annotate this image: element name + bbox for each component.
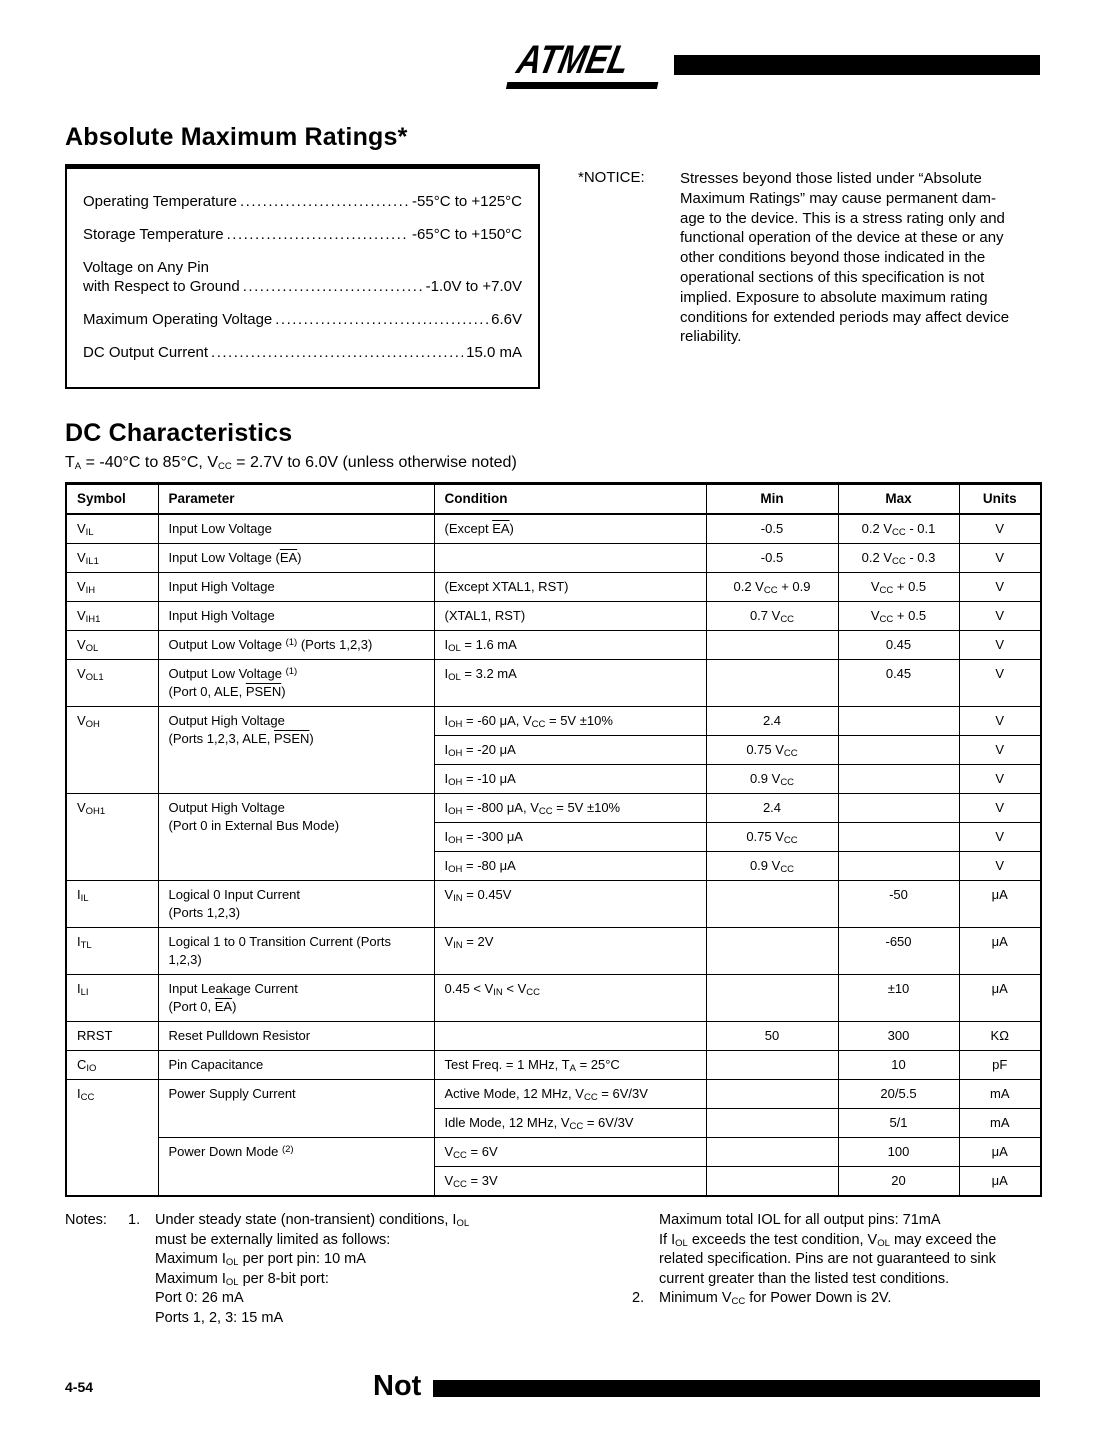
dc-col-header-units: Units: [959, 484, 1041, 515]
amr-row-value: -1.0V to +7.0V: [425, 278, 522, 295]
dc-cell-parameter: Output High Voltage (Ports 1,2,3, ALE, PSEN): [158, 707, 434, 794]
amr-row: [83, 192, 522, 211]
dc-cell-max: [838, 765, 959, 794]
dc-cell-units: V: [959, 823, 1041, 852]
dc-cell-parameter: Input High Voltage: [158, 573, 434, 602]
leader-dots: [227, 225, 409, 244]
dc-cell-units: V: [959, 707, 1041, 736]
note2-row: [632, 1289, 1040, 1309]
note2-number: 2.: [632, 1290, 645, 1306]
amr-grid: [65, 164, 1040, 389]
dc-cell-min: 50: [706, 1022, 838, 1051]
dc-cell-max: $V_{CC} + 0.5$: [838, 573, 959, 602]
amr-row-label: with Respect to Ground: [83, 278, 240, 295]
dc-cell-units: μA: [959, 1167, 1041, 1197]
dc-title: DC Characteristics: [65, 419, 293, 447]
dc-cell-condition: $I_{OL} = 3.2$ mA: [434, 660, 706, 707]
dc-cell-condition: $V_{IN} = 2V$: [434, 928, 706, 975]
amr-ratings-box: [65, 164, 540, 389]
dc-cell-units: V: [959, 602, 1041, 631]
dc-cell-condition: $V_{IN} = 0.45V$: [434, 881, 706, 928]
dc-cell-units: μA: [959, 928, 1041, 975]
dc-table-row: [66, 573, 1041, 602]
dc-subtitle: $T_A = -40^\circ C$ to 85°C, $V_{CC} = 2.7V$ to 6.0V (unless otherwise noted): [65, 454, 517, 472]
dc-cell-condition: $I_{OH} = -300$ μA: [434, 823, 706, 852]
dc-cell-parameter: Power Supply Current: [158, 1080, 434, 1138]
dc-cell-parameter: Reset Pulldown Resistor: [158, 1022, 434, 1051]
dc-cell-max: [838, 794, 959, 823]
dc-cell-min: 0.7 $V_{CC}$: [706, 602, 838, 631]
footer-text: Not: [373, 1370, 422, 1402]
dc-cell-symbol: $V_{OL}$: [66, 631, 158, 660]
dc-col-header-condition: Condition: [434, 484, 706, 515]
dc-cell-condition: $I_{OH} = -800$ μA, $V_{CC} = 5V \pm 10\%$: [434, 794, 706, 823]
dc-cell-units: V: [959, 660, 1041, 707]
amr-row-label-line1: Voltage on Any Pin: [83, 259, 209, 276]
notice-text: Stresses beyond those listed under “Absolute Maximum Ratings” may cause permanent dam- age to the device. This is a stress rating only and functional operation of the device at these or any other conditions beyond those indicated in the operational sections of this specification is not implied. Exposure to absolute maximum rating conditions for extended periods may affect device reliability.: [680, 170, 1010, 346]
dc-cell-max: [838, 852, 959, 881]
leader-dots: [275, 310, 488, 329]
dc-col-header-symbol: Symbol: [66, 484, 158, 515]
dc-cell-symbol: $V_{IH1}$: [66, 602, 158, 631]
dc-cell-min: [706, 660, 838, 707]
dc-cell-symbol: $V_{OH}$: [66, 707, 158, 794]
dc-cell-parameter: Input Leakage Current (Port 0, $\overline{EA}$): [158, 975, 434, 1022]
amr-row-label: DC Output Current: [83, 344, 209, 361]
amr-row: [83, 258, 522, 296]
dc-cell-condition: $I_{OH} = -80$ μA: [434, 852, 706, 881]
dc-cell-min: 0.9 $V_{CC}$: [706, 765, 838, 794]
dc-characteristics-table: [65, 482, 1042, 1197]
dc-cell-symbol: $V_{IL}$: [66, 514, 158, 544]
dc-cell-min: -0.5: [706, 514, 838, 544]
notes-left-column: [65, 1211, 632, 1328]
notes-right-column: [632, 1211, 1040, 1328]
dc-cell-symbol: RRST: [66, 1022, 158, 1051]
dc-table-row: [66, 707, 1041, 736]
dc-cell-parameter: Input High Voltage: [158, 602, 434, 631]
dc-table-row: [66, 1022, 1041, 1051]
dc-cell-max: [838, 736, 959, 765]
dc-cell-condition: [434, 1022, 706, 1051]
dc-cell-symbol: $C_{IO}$: [66, 1051, 158, 1080]
dc-cell-min: [706, 1138, 838, 1167]
dc-cell-symbol: $V_{OL1}$: [66, 660, 158, 707]
amr-row: [83, 225, 522, 244]
dc-cell-min: [706, 975, 838, 1022]
dc-cell-condition: $I_{OL} = 1.6$ mA: [434, 631, 706, 660]
note1-number: 1.: [128, 1212, 141, 1228]
dc-cell-condition: (XTAL1, RST): [434, 602, 706, 631]
dc-cell-condition: Active Mode, 12 MHz, $V_{CC} = 6V/3V$: [434, 1080, 706, 1109]
dc-cell-condition: $V_{CC} = 6V$: [434, 1138, 706, 1167]
dc-cell-units: V: [959, 573, 1041, 602]
note1-text-left: Under steady state (non-transient) conditions, $I_{OL}$ must be externally limited as follows: Maximum $I_{OL}$ per port pin: 10 mA Maximum $I_{OL}$ per 8-bit port: Port 0: 26 mA Ports 1, 2, 3: 15 mA: [155, 1212, 470, 1326]
dc-cell-units: pF: [959, 1051, 1041, 1080]
dc-cell-max: 0.45: [838, 631, 959, 660]
dc-cell-max: 20/5.5: [838, 1080, 959, 1109]
dc-cell-condition: (Except XTAL1, RST): [434, 573, 706, 602]
header-rule: [674, 55, 1040, 75]
dc-table-row: [66, 514, 1041, 544]
dc-cell-parameter: Input Low Voltage $(\overline{EA})$: [158, 544, 434, 573]
dc-cell-condition: Test Freq. = 1 MHz, $T_A = 25^\circ C$: [434, 1051, 706, 1080]
amr-row-label: Maximum Operating Voltage: [83, 311, 273, 328]
amr-row-value: -65°C to +150°C: [412, 226, 522, 243]
dc-cell-min: 0.75 $V_{CC}$: [706, 736, 838, 765]
dc-cell-symbol: $I_{IL}$: [66, 881, 158, 928]
dc-cell-units: mA: [959, 1109, 1041, 1138]
dc-cell-max: 0.2 $V_{CC} - 0.1$: [838, 514, 959, 544]
leader-dots: [240, 192, 409, 211]
dc-cell-parameter: Logical 1 to 0 Transition Current (Ports 1,2,3): [158, 928, 434, 975]
dc-col-header-min: Min: [706, 484, 838, 515]
amr-row-value: 15.0 mA: [466, 344, 522, 361]
dc-cell-units: KΩ: [959, 1022, 1041, 1051]
dc-cell-condition: $I_{OH} = -10$ μA: [434, 765, 706, 794]
dc-col-header-parameter: Parameter: [158, 484, 434, 515]
dc-cell-units: V: [959, 631, 1041, 660]
note2-text: Minimum $V_{CC}$ for Power Down is 2V.: [659, 1290, 892, 1307]
notes-section: [65, 1211, 1040, 1328]
dc-cell-max: $V_{CC} + 0.5$: [838, 602, 959, 631]
dc-cell-units: V: [959, 514, 1041, 544]
dc-cell-units: V: [959, 765, 1041, 794]
dc-cell-units: V: [959, 852, 1041, 881]
dc-cell-min: 0.9 $V_{CC}$: [706, 852, 838, 881]
dc-cell-symbol: $I_{CC}$: [66, 1080, 158, 1197]
dc-cell-symbol: $I_{LI}$: [66, 975, 158, 1022]
dc-table-row: [66, 928, 1041, 975]
dc-header-row: [66, 484, 1041, 515]
dc-cell-symbol: $V_{OH1}$: [66, 794, 158, 881]
dc-cell-max: ±10: [838, 975, 959, 1022]
dc-cell-min: 0.2 $V_{CC} + 0.9$: [706, 573, 838, 602]
leader-dots: [243, 277, 423, 296]
amr-row: [83, 310, 522, 329]
dc-cell-min: [706, 928, 838, 975]
dc-cell-max: 5/1: [838, 1109, 959, 1138]
dc-table-row: [66, 660, 1041, 707]
dc-table-row: [66, 602, 1041, 631]
dc-table-row: [66, 881, 1041, 928]
dc-cell-parameter: Power Down Mode $^{(2)}$: [158, 1138, 434, 1197]
dc-cell-units: μA: [959, 975, 1041, 1022]
atmel-logo: [506, 38, 667, 89]
dc-cell-max: -50: [838, 881, 959, 928]
dc-table-row: [66, 1080, 1041, 1109]
dc-table-row: [66, 1138, 1041, 1167]
dc-cell-units: mA: [959, 1080, 1041, 1109]
dc-cell-units: μA: [959, 881, 1041, 928]
dc-cell-min: [706, 631, 838, 660]
dc-cell-max: 20: [838, 1167, 959, 1197]
dc-cell-condition: $V_{CC} = 3V$: [434, 1167, 706, 1197]
dc-cell-min: 0.75 $V_{CC}$: [706, 823, 838, 852]
dc-cell-condition: [434, 544, 706, 573]
dc-cell-min: 2.4: [706, 794, 838, 823]
dc-cell-symbol: $V_{IH}$: [66, 573, 158, 602]
dc-characteristics-section: [65, 419, 1040, 1197]
dc-cell-max: 10: [838, 1051, 959, 1080]
dc-cell-max: [838, 707, 959, 736]
dc-col-header-max: Max: [838, 484, 959, 515]
amr-row-value: -55°C to +125°C: [412, 193, 522, 210]
notice-block: [578, 164, 1054, 347]
dc-cell-parameter: Logical 0 Input Current (Ports 1,2,3): [158, 881, 434, 928]
amr-row-label: Storage Temperature: [83, 226, 224, 243]
dc-table-row: [66, 631, 1041, 660]
dc-cell-symbol: $V_{IL1}$: [66, 544, 158, 573]
dc-cell-min: [706, 881, 838, 928]
dc-cell-condition: (Except $\overline{EA}$): [434, 514, 706, 544]
dc-table-row: [66, 794, 1041, 823]
dc-cell-parameter: Pin Capacitance: [158, 1051, 434, 1080]
dc-cell-units: V: [959, 544, 1041, 573]
dc-cell-min: [706, 1051, 838, 1080]
amr-row-value: 6.6V: [491, 311, 522, 328]
dc-cell-min: [706, 1109, 838, 1138]
amr-row-label: Operating Temperature: [83, 193, 237, 210]
dc-cell-parameter: Input Low Voltage: [158, 514, 434, 544]
leader-dots: [211, 343, 463, 362]
dc-cell-condition: $I_{OH} = -20$ μA: [434, 736, 706, 765]
dc-cell-max: [838, 823, 959, 852]
dc-cell-units: V: [959, 736, 1041, 765]
amr-title: Absolute Maximum Ratings*: [65, 123, 408, 151]
dc-cell-symbol: $I_{TL}$: [66, 928, 158, 975]
dc-cell-max: 100: [838, 1138, 959, 1167]
dc-cell-units: μA: [959, 1138, 1041, 1167]
dc-cell-min: -0.5: [706, 544, 838, 573]
masthead: [65, 0, 1040, 96]
page-footer: [65, 1370, 1040, 1403]
footer-rule: [433, 1380, 1040, 1397]
dc-cell-parameter: Output Low Voltage $^{(1)}$ (Port 0, ALE, PSEN): [158, 660, 434, 707]
dc-table-row: [66, 1051, 1041, 1080]
dc-cell-parameter: Output Low Voltage $^{(1)}$ (Ports 1,2,3): [158, 631, 434, 660]
dc-cell-min: 2.4: [706, 707, 838, 736]
page-number: 4-54: [65, 1378, 94, 1395]
dc-cell-max: 300: [838, 1022, 959, 1051]
dc-cell-min: [706, 1167, 838, 1197]
dc-cell-max: -650: [838, 928, 959, 975]
dc-cell-max: 0.2 $V_{CC} - 0.3$: [838, 544, 959, 573]
dc-cell-min: [706, 1080, 838, 1109]
dc-cell-parameter: Output High Voltage (Port 0 in External Bus Mode): [158, 794, 434, 881]
dc-cell-condition: $I_{OH} = -60$ μA, $V_{CC} = 5V \pm 10\%$: [434, 707, 706, 736]
notes-label: Notes:: [65, 1212, 107, 1228]
atmel-logo-text: ATMEL: [513, 38, 634, 82]
dc-table-row: [66, 544, 1041, 573]
dc-cell-condition: Idle Mode, 12 MHz, $V_{CC} = 6V/3V$: [434, 1109, 706, 1138]
dc-table-row: [66, 975, 1041, 1022]
notice-label: *NOTICE:: [578, 169, 645, 186]
dc-cell-max: 0.45: [838, 660, 959, 707]
absolute-maximum-ratings-section: [65, 123, 1040, 389]
dc-cell-units: V: [959, 794, 1041, 823]
dc-cell-condition: $0.45 < V_{IN} < V_{CC}$: [434, 975, 706, 1022]
amr-row: [83, 343, 522, 362]
note1-text-right: Maximum total IOL for all output pins: 71mA If $I_{OL}$ exceeds the test condition, $V_{OL}$ may exceed the related specification. Pins are not guaranteed to sink current greater than the listed test conditions.: [659, 1212, 997, 1287]
